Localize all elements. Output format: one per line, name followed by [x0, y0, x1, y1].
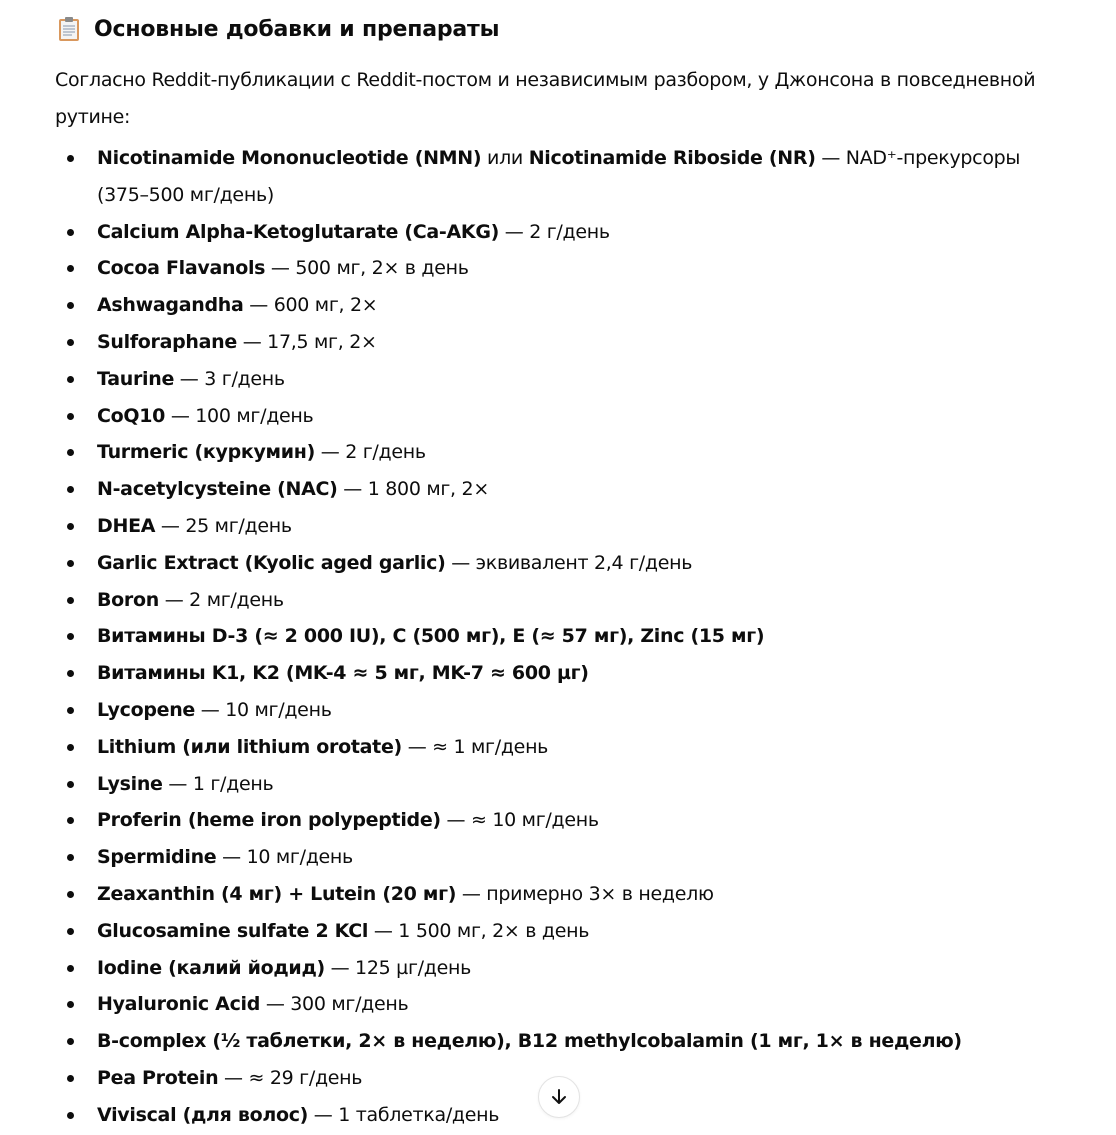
item-name: Витамины K1, K2 (MK-4 ≈ 5 мг, MK-7 ≈ 600 µг)	[97, 662, 589, 685]
item-name: Nicotinamide Mononucleotide (NMN)	[97, 147, 482, 169]
list-item	[55, 434, 1055, 471]
item-detail: — NAD⁺-прекурсоры (375–500 мг/день)	[97, 147, 1021, 206]
item-name: Garlic Extract (Kyolic aged garlic)	[97, 551, 446, 574]
list-item	[55, 876, 1055, 913]
item-name: Ashwagandha	[97, 294, 244, 317]
item-detail: — эквивалент 2,4 г/день	[445, 551, 693, 574]
section-heading	[58, 16, 499, 42]
item-detail: — ≈ 1 мг/день	[401, 735, 549, 758]
list-item	[55, 618, 1055, 655]
item-name: CoQ10	[97, 404, 166, 427]
item-detail: или	[481, 147, 529, 169]
arrow-down-icon	[549, 1087, 569, 1107]
item-name: B-complex (½ таблетки, 2× в неделю), B12 methylcobalamin (1 мг, 1× в неделю)	[97, 1030, 962, 1053]
list-item	[55, 729, 1055, 766]
item-name: Spermidine	[97, 846, 217, 869]
list-item	[55, 839, 1055, 876]
item-name: Zeaxanthin (4 мг) + Lutein (20 мг)	[97, 882, 457, 905]
item-name: Sulforaphane	[97, 330, 237, 353]
item-name: N-acetylcysteine (NAC)	[97, 478, 338, 501]
item-detail: — примерно 3× в неделю	[456, 882, 714, 905]
list-item	[55, 802, 1055, 839]
list-item	[55, 950, 1055, 987]
item-detail: — 25 мг/день	[155, 514, 292, 537]
list-item	[55, 913, 1055, 950]
list-item	[55, 214, 1055, 251]
item-detail: — 1 г/день	[162, 772, 274, 795]
item-name: Cocoa Flavanols	[97, 257, 266, 280]
item-name: Taurine	[97, 367, 175, 390]
list-item	[55, 361, 1055, 398]
item-name: Calcium Alpha-Ketoglutarate (Ca-AKG)	[97, 220, 500, 243]
item-detail: — 300 мг/день	[260, 993, 409, 1016]
list-item	[55, 655, 1055, 692]
item-name: Lithium (или lithium orotate)	[97, 735, 402, 758]
list-item	[55, 582, 1055, 619]
item-detail: — 3 г/день	[174, 367, 285, 390]
list-item	[55, 1023, 1055, 1060]
list-item	[55, 471, 1055, 508]
item-detail: — ≈ 10 мг/день	[440, 809, 599, 832]
item-name: Lycopene	[97, 698, 196, 721]
item-name: Nicotinamide Riboside (NR)	[528, 147, 816, 169]
item-detail: — 125 µг/день	[324, 956, 471, 979]
list-item	[55, 986, 1055, 1023]
item-name: Hyaluronic Acid	[97, 993, 261, 1016]
item-detail: — 100 мг/день	[165, 404, 314, 427]
list-item	[55, 140, 1055, 214]
item-detail: — 2 г/день	[499, 220, 610, 243]
item-detail: — 10 мг/день	[195, 698, 332, 721]
supplement-list	[55, 140, 1055, 1134]
list-item	[55, 545, 1055, 582]
item-detail: — 2 г/день	[315, 441, 426, 464]
list-item	[55, 250, 1055, 287]
item-name: Boron	[97, 588, 159, 611]
list-item	[55, 398, 1055, 435]
item-detail: — 17,5 мг, 2×	[237, 330, 377, 353]
item-detail: — 1 таблетка/день	[308, 1103, 500, 1126]
intro-paragraph: Согласно Reddit-публикации с Reddit-постом и независимым разбором, у Джонсона в повседневной рутине:	[55, 69, 1036, 128]
section-title: Основные добавки и препараты	[94, 16, 500, 42]
item-detail: — 1 500 мг, 2× в день	[368, 919, 590, 942]
item-name: Pea Protein	[97, 1066, 219, 1089]
list-item	[55, 287, 1055, 324]
list-item	[55, 766, 1055, 803]
item-name: Iodine (калий йодид)	[97, 956, 325, 979]
list-item	[55, 508, 1055, 545]
clipboard-icon	[58, 16, 80, 42]
item-detail: — 2 мг/день	[159, 588, 284, 611]
item-name: Viviscal (для волос)	[97, 1103, 309, 1126]
item-name: DHEA	[97, 514, 156, 537]
item-detail: — 1 800 мг, 2×	[337, 478, 489, 501]
item-name: Proferin (heme iron polypeptide)	[97, 809, 441, 832]
scroll-to-bottom-button[interactable]	[538, 1076, 580, 1118]
item-name: Lysine	[97, 772, 163, 795]
item-detail: — ≈ 29 г/день	[218, 1066, 363, 1089]
list-item	[55, 324, 1055, 361]
item-name: Витамины D-3 (≈ 2 000 IU), C (500 мг), E (≈ 57 мг), Zinc (15 мг)	[97, 625, 765, 648]
item-name: Turmeric (куркумин)	[97, 441, 316, 464]
list-item	[55, 692, 1055, 729]
item-detail: — 600 мг, 2×	[243, 294, 378, 317]
item-name: Glucosamine sulfate 2 KCl	[97, 919, 369, 942]
item-detail: — 500 мг, 2× в день	[265, 257, 469, 280]
item-detail: — 10 мг/день	[216, 846, 353, 869]
